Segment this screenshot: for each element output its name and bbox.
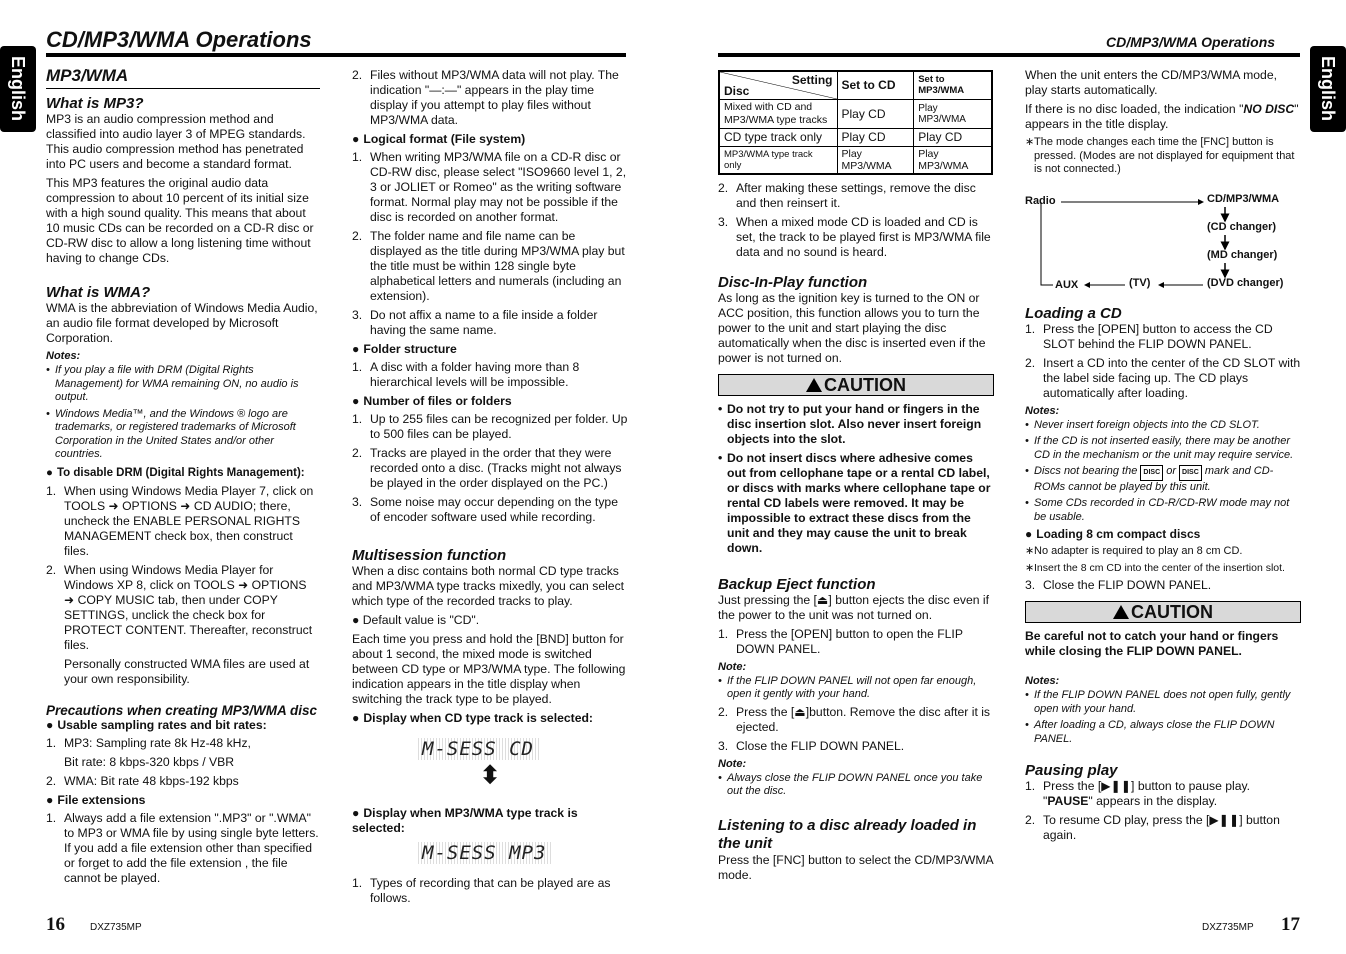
header-rule-left: [46, 53, 626, 57]
note-heading: Note:: [718, 660, 747, 673]
heading-listening: Listening to a disc already loaded in the unit: [718, 816, 977, 852]
drm-heading: ● To disable DRM (Digital Rights Management):: [46, 466, 320, 481]
list-item: 2. When using Windows Media Player for Windows XP 8, click on TOOLS ➜ OPTIONS ➜ COPY MUSIC tab, then under COPY SETTINGS, unclick the check box for PROTECT CONTENT. Thereafter, reconstruct files.: [46, 562, 313, 652]
lcd-display-cd: M-SESS CD: [416, 738, 628, 760]
note: • Discs not bearing the DISC or DISC mark and CD-ROMs cannot be played by this unit.: [1025, 465, 1274, 493]
caution-item: • Do not insert discs where adhesive comes out from cellophane tape or a rental CD label, or discs with marks where cellophane tape or rental CD labels were removed. It may be impossible to extract these discs from the unit and they may cause the unit to break down.: [718, 450, 991, 555]
list-item: 1. When writing MP3/WMA file on a CD-R disc or CD-RW disc, please select "ISO9660 level 1, 2, 3 or JOLIET or Romeo" as the writing software format. Normal play may not be possible if the disc is recorded on another format.: [352, 150, 627, 224]
paragraph: This MP3 features the original audio data compression to about 10 percent of its initial size with a high sound quality. This means that about 10 music CDs can be recorded on a CD-R disc or CD-RW disc to allow a long listening time without having to change CDs.: [46, 176, 314, 265]
paragraph: When the unit enters the CD/MP3/WMA mode, play starts automatically.: [1025, 68, 1277, 97]
paragraph: Press the [FNC] button to select the CD/MP3/WMA mode.: [718, 852, 993, 882]
note: • If the FLIP DOWN PANEL does not open fully, gently open with your hand.: [1025, 689, 1291, 715]
paragraph: If there is no disc loaded, the indication "NO DISC" appears in the title display.: [1025, 102, 1299, 131]
heading-what-is-mp3: What is MP3?: [46, 95, 144, 112]
paragraph: Just pressing the [⏏] button ejects the disc even if the power to the unit was not turned on.: [718, 592, 989, 622]
running-title: CD/MP3/WMA Operations: [1106, 34, 1276, 50]
list-item: 1. Types of recording that can be played are as follows.: [352, 876, 611, 905]
note: • Some CDs recorded in CD-R/CD-RW mode may not be usable.: [1025, 497, 1290, 523]
column-3: [718, 70, 994, 887]
list-item: 2. The folder name and file name can be displayed as the title during MP3/WMA play but the title must be within 128 single byte alphabetical letters and numerals (including an extension).: [352, 229, 625, 303]
table-header: Set to CD: [837, 71, 914, 99]
list-item: Bit rate: 8 kbps-320 kbps / VBR: [64, 754, 235, 769]
note: • If the CD is not inserted easily, there may be another CD in the mechanism or the unit may require service.: [1025, 435, 1294, 461]
note: • If you play a file with DRM (Digital Rights Management) for WMA remaining ON, no audio is output.: [46, 364, 299, 403]
warning-icon: [806, 378, 822, 392]
subheading: ● Loading 8 cm compact discs: [1025, 527, 1301, 542]
page-title: CD/MP3/WMA Operations: [46, 27, 312, 52]
note: • After loading a CD, always close the FLIP DOWN PANEL.: [1025, 719, 1275, 745]
model-left: DXZ735MP: [90, 922, 142, 933]
list-item: 3. Close the FLIP DOWN PANEL.: [1025, 578, 1212, 592]
header-rule-right: [718, 53, 1300, 57]
heading-pausing-play: Pausing play: [1025, 762, 1118, 779]
list-item: 1. Press the [▶❚❚] button to pause play. "PAUSE" appears in the display.: [1025, 779, 1251, 808]
heading-multisession: Multisession function: [352, 547, 507, 564]
column-4: [1025, 68, 1301, 847]
heading-loading-cd: Loading a CD: [1025, 304, 1122, 322]
switch-arrow-icon: ⬍: [480, 762, 501, 789]
warning-icon: [1113, 605, 1129, 619]
note: • Always close the FLIP DOWN PANEL once you take out the disc.: [718, 771, 983, 797]
list-item: 2. Insert a CD into the center of the CD SLOT with the label side facing up. The CD plays automatically after loading.: [1025, 355, 1301, 400]
bullet-heading: ● Display when MP3/WMA type track is selected:: [352, 806, 628, 836]
list-item: 1. A disc with a folder having more than 8 hierarchical levels will be impossible.: [352, 360, 580, 389]
bullet-heading: ● Usable sampling rates and bit rates:: [46, 718, 320, 733]
caution-item: • Do not try to put your hand or fingers in the disc insertion slot. Also never insert foreign objects into the slot.: [718, 401, 982, 446]
heading-disc-in-play: Disc-In-Play function: [718, 273, 868, 291]
notes-heading: Notes:: [1025, 675, 1060, 687]
heading-precautions: Precautions when creating MP3/WMA disc: [46, 702, 318, 718]
note: • Never insert foreign objects into the CD SLOT.: [1025, 418, 1260, 431]
settings-table: [718, 70, 993, 175]
list-item: 3. Close the FLIP DOWN PANEL.: [718, 738, 905, 753]
list-item: 2. WMA: Bit rate 48 kbps-192 kbps: [46, 773, 239, 788]
bullet-heading: ● File extensions: [46, 793, 320, 808]
list-item: 2. To resume CD play, press the [▶❚❚] button again.: [1025, 813, 1280, 842]
page-number-right: 17: [1281, 914, 1300, 935]
bullet-heading: ● Display when CD type track is selected:: [352, 711, 628, 726]
asterisk-note: ∗ Insert the 8 cm CD into the center of the insertion slot.: [1025, 561, 1285, 574]
table-row: CD type track only Play CD Play CD: [719, 128, 992, 146]
asterisk-note: ∗ The mode changes each time the [FNC] button is pressed. (Modes are not displayed for equipment that is not connected.): [1025, 136, 1295, 175]
heading-backup-eject: Backup Eject function: [718, 575, 876, 593]
list-item: 3. Do not affix a name to a file inside a folder having the same name.: [352, 308, 598, 337]
caution-text: Be careful not to catch your hand or fingers while closing the FLIP DOWN PANEL.: [1025, 629, 1279, 658]
table-header-corner: Setting Disc: [719, 71, 837, 99]
asterisk-note: ∗ No adapter is required to play an 8 cm CD.: [1025, 545, 1243, 557]
list-item: 2. After making these settings, remove the disc and then reinsert it.: [718, 180, 976, 210]
list-item: 2. Press the [⏏]button. Remove the disc after it is ejected.: [718, 704, 991, 734]
mode-flow-diagram: Radio CD/MP3/WMA (CD changer) (MD changer) (DVD changer) (TV) AUX: [1025, 183, 1301, 293]
list-item: 1. Up to 255 files can be recognized per folder. Up to 500 files can be played.: [352, 412, 628, 441]
caution-banner: CAUTION: [718, 374, 994, 396]
list-item: 2. Files without MP3/WMA data will not play. The indication "—:—" appears in the play time display if you attempt to play files without MP3/WMA data.: [352, 68, 619, 127]
list-item: Personally constructed WMA files are used at your own responsibility.: [64, 656, 310, 686]
table-row: MP3/WMA type track only Play MP3/WMA Play MP3/WMA: [719, 146, 992, 174]
note: • If the FLIP DOWN PANEL will not open far enough, open it gently with your hand.: [718, 674, 977, 700]
flow-arrows: [1025, 183, 1301, 293]
column-1: [46, 66, 320, 890]
heading-what-is-wma: What is WMA?: [46, 284, 151, 301]
compact-disc-logo-icon: DISC: [1140, 465, 1163, 481]
table-header: Set to MP3/WMA: [914, 71, 992, 99]
note: • Windows Media™, and the Windows ® logo are trademarks, or registered trademarks of Microsoft Corporation in the United States and/or other countries.: [46, 407, 296, 460]
bullet-heading: ● Number of files or folders: [352, 394, 628, 409]
compact-disc-text-logo-icon: DISC: [1179, 465, 1202, 481]
language-tab-right: English: [1310, 46, 1346, 132]
list-item: 1. Press the [OPEN] button to access the CD SLOT behind the FLIP DOWN PANEL.: [1025, 321, 1273, 351]
list-item: 1. Always add a file extension ".MP3" or ".WMA" to MP3 or WMA file by using single byte letters. If you add a file extension other than specified or forget to add the file extension , the file cannot be played.: [46, 810, 319, 885]
list-item: 1. Press the [OPEN] button to open the FLIP DOWN PANEL.: [718, 626, 963, 656]
page-number-left: 16: [46, 914, 65, 935]
paragraph: MP3 is an audio compression method and classified into audio layer 3 of MPEG standards. This audio compression method has penetrated into PC users and become a standard format.: [46, 112, 306, 171]
notes-heading: Notes:: [1025, 404, 1060, 417]
default-value: ● Default value is "CD".: [352, 613, 480, 627]
paragraph: When a disc contains both normal CD type tracks and MP3/WMA type tracks mixedly, you can select which type of the recorded tracks to play.: [352, 564, 625, 608]
list-item: 3. Some noise may occur depending on the type of encoder software used while recording.: [352, 495, 618, 524]
bullet-heading: ● Folder structure: [352, 342, 628, 357]
lcd-display-mp3: M-SESS MP3: [416, 842, 628, 864]
note-heading: Note:: [718, 757, 747, 770]
model-right: DXZ735MP: [1202, 922, 1254, 933]
list-item: 1. MP3: Sampling rate 8k Hz-48 kHz,: [46, 735, 251, 750]
paragraph: Each time you press and hold the [BND] button for about 1 second, the mixed mode is switched between CD type or MP3/WMA type. The following indication appears in the title display when switching the track type to be played.: [352, 632, 626, 706]
table-row: Mixed with CD and MP3/WMA type tracks Play CD Play MP3/WMA: [719, 99, 992, 128]
list-item: 2. Tracks are played in the order that they were recorded onto a disc. (Tracks might not always be played in the order displayed on the PC.): [352, 446, 622, 490]
notes-heading: Notes:: [46, 350, 81, 362]
column-2: [352, 68, 628, 910]
paragraph: WMA is the abbreviation of Windows Media Audio, an audio file format developed by Microsoft Corporation.: [46, 301, 318, 345]
list-item: 3. When a mixed mode CD is loaded and CD is set, the track to be played first is MP3/WMA file data and no sound is heard.: [718, 214, 991, 259]
bullet-heading: ● Logical format (File system): [352, 132, 628, 147]
list-item: 1. When using Windows Media Player 7, click on TOOLS ➜ OPTIONS ➜ CD AUDIO; there, uncheck the ENABLE PERSONAL RIGHTS MANAGEMENT check box, then construct files.: [46, 483, 314, 558]
section-title: MP3/WMA: [46, 66, 320, 89]
paragraph: As long as the ignition key is turned to the ON or ACC position, this function allows you to turn the power to the unit and start playing the disc automatically when the disc is inserted even if the power is not turned on.: [718, 290, 986, 365]
caution-banner: CAUTION: [1025, 601, 1301, 623]
language-tab-left: English: [0, 46, 36, 132]
